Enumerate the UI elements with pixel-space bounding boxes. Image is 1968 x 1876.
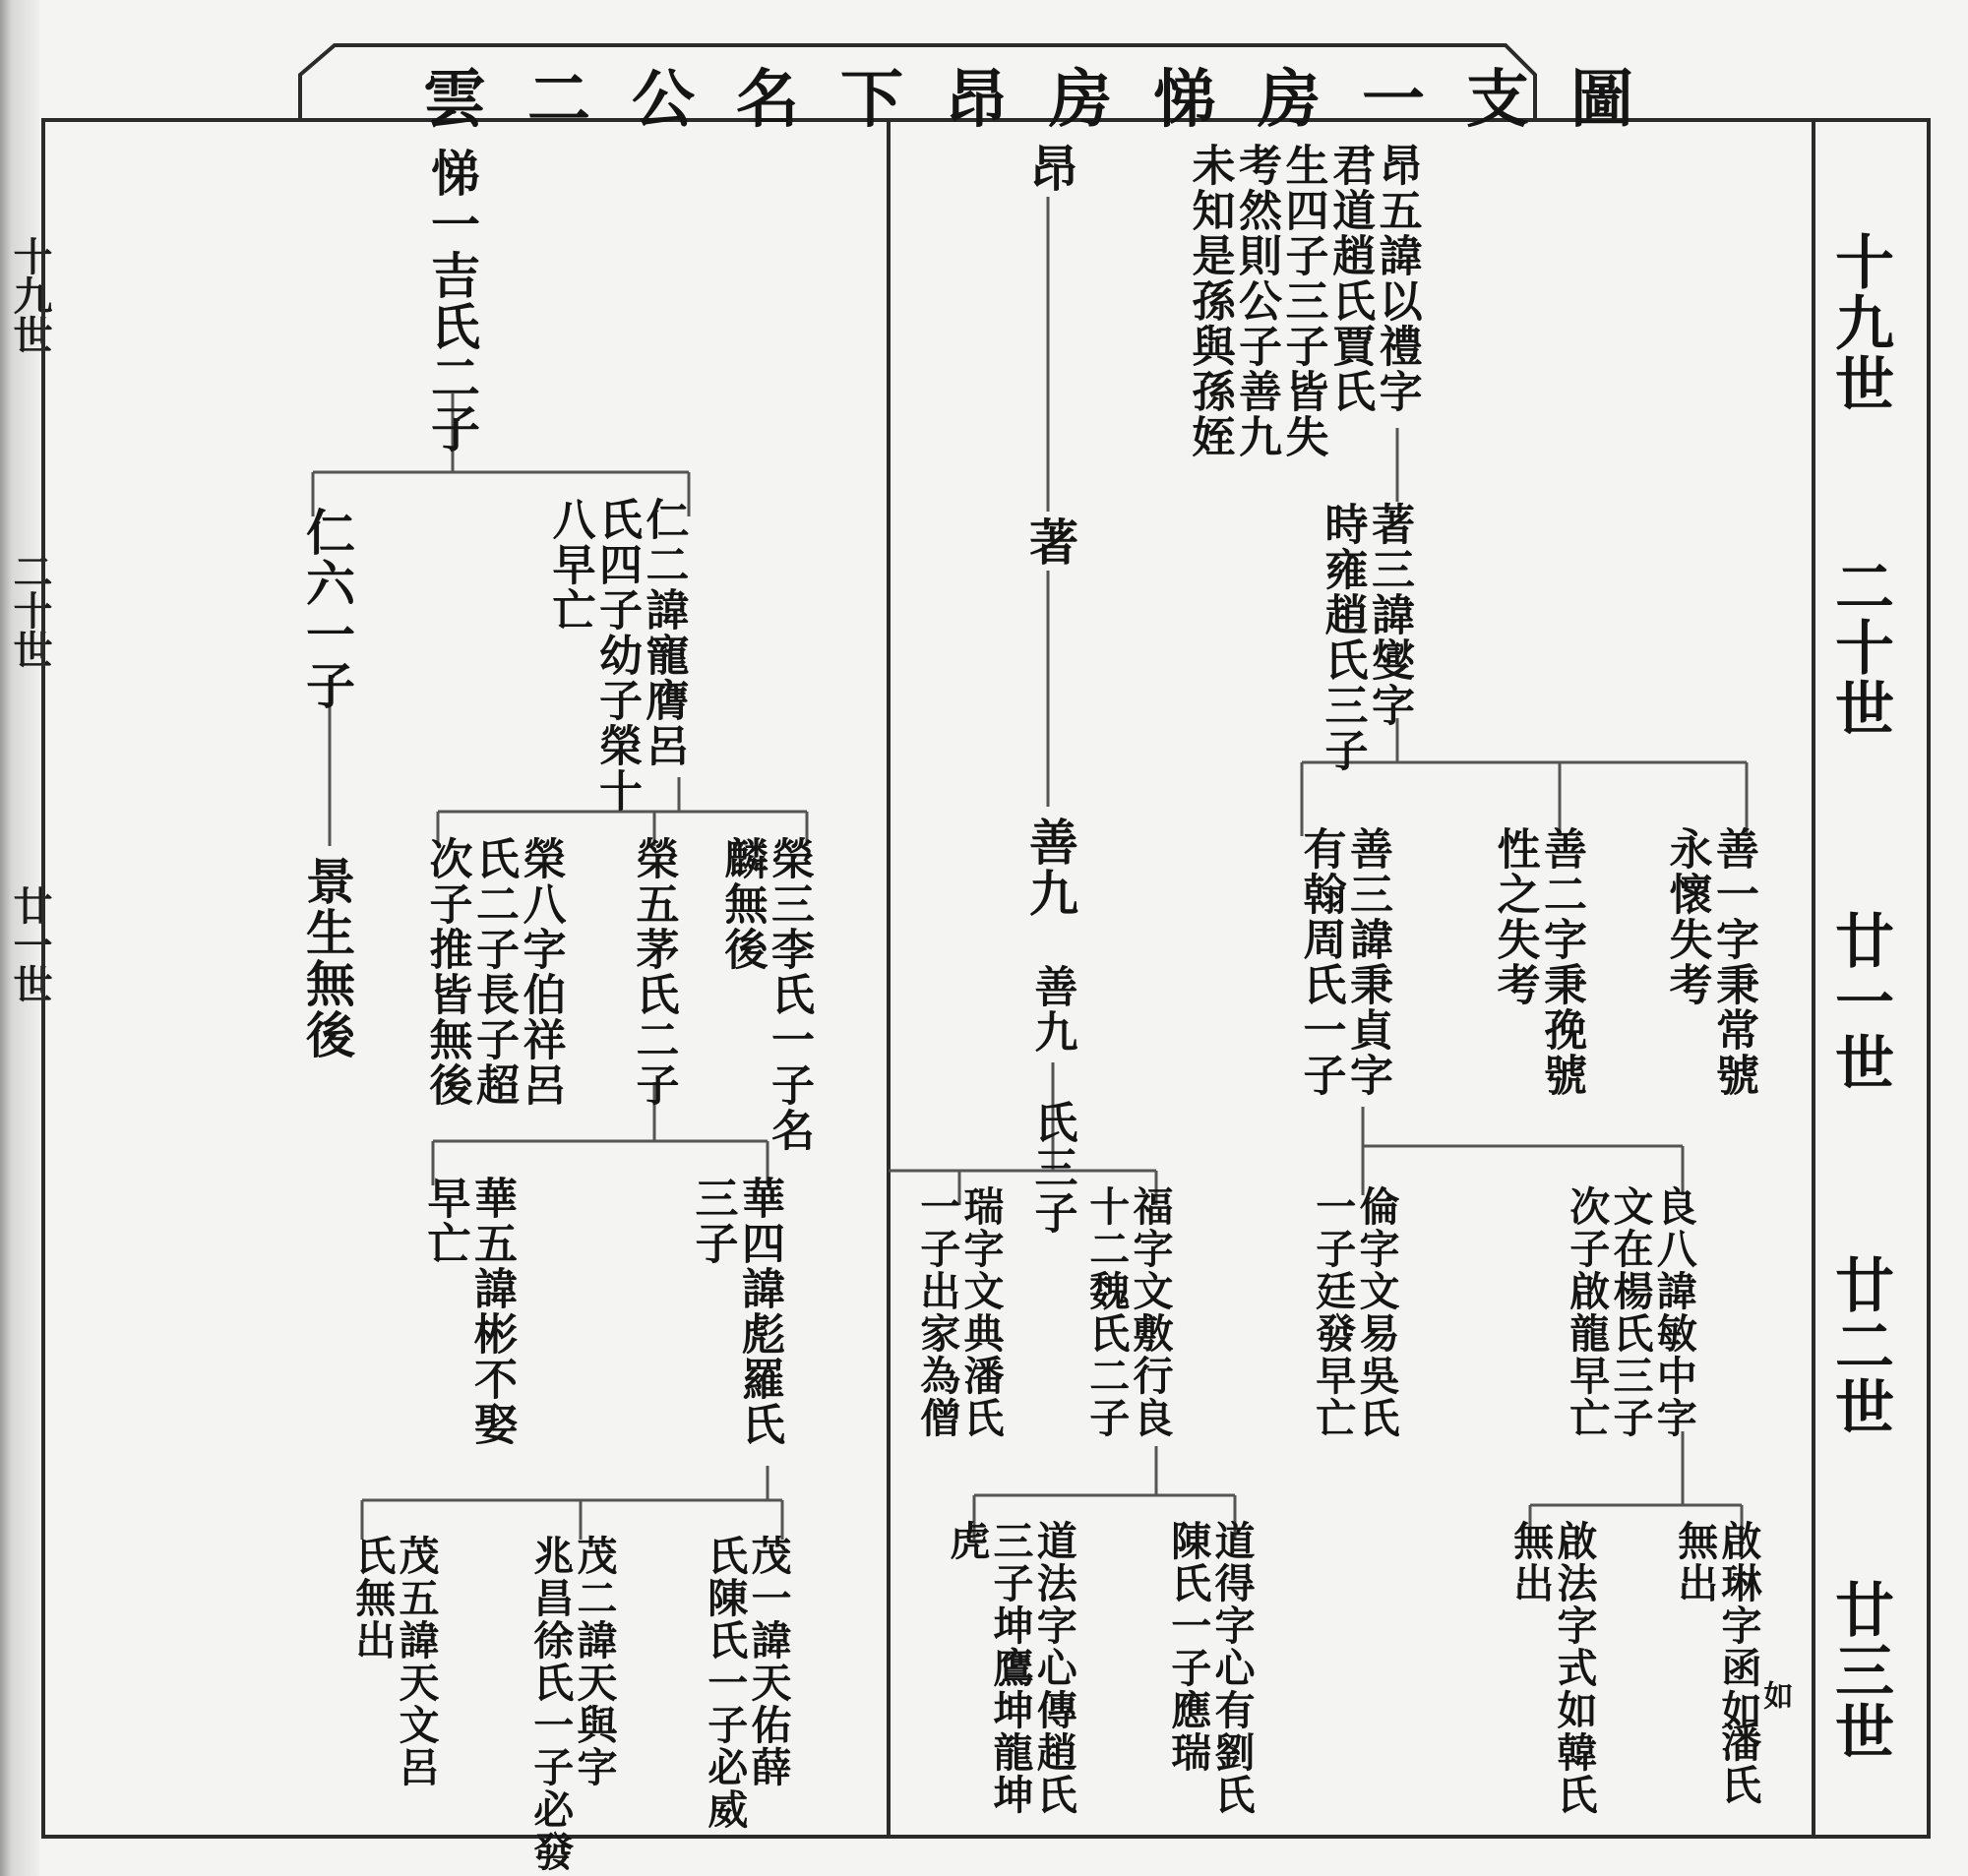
generation-23: 廿三世	[1825, 1579, 1894, 1762]
entry-shan-er: 善二字秉㝃號 性之失考	[1489, 826, 1587, 1098]
entry-dao-de: 道得字心有劉氏 陳氏一子應瑞	[1164, 1520, 1256, 1816]
entry-fu: 福字文敷行良 十二魏氏二子	[1082, 1185, 1174, 1439]
col-label-shan9: 善九	[1021, 817, 1079, 919]
entry-ti-yi: 悌一吉氏二子	[423, 148, 481, 454]
entry-liang-ba: 良八諱敏中字 文在楊氏三子 次子啟龍早亡	[1563, 1185, 1697, 1439]
col-label-ang: 昂	[1021, 143, 1079, 194]
entry-rong-ba: 榮八字伯祥呂 氏二子長子超 次子推皆無後	[421, 836, 566, 1108]
col-label-zhu: 著	[1021, 516, 1079, 568]
entry-ang-wu: 昂五諱以禮字 君道趙氏賈氏 生四子三子皆失 考然則公子善九 未知是孫與孫姪	[1184, 143, 1422, 459]
entry-qi-lin-wife: 潘氏	[1714, 1722, 1762, 1806]
entry-mao-er: 茂二諱天與字 兆昌徐氏一子必發	[526, 1535, 618, 1873]
entry-rong-san: 榮三李氏一子名 麟無後	[716, 836, 815, 1153]
page-title: 雲二公名下昂房悌房一支圖	[423, 63, 1675, 137]
generation-22: 廿二世	[1825, 1254, 1894, 1437]
entry-mao-wu: 茂五諱天文呂 氏無出	[348, 1535, 440, 1788]
entry-shan-yi: 善一字秉常號 永懷失考	[1661, 826, 1759, 1098]
entry-qi-lin-note: 如	[1757, 1680, 1793, 1712]
entry-qi-lin: 啟琳字函如 無出	[1671, 1520, 1762, 1731]
entry-dao-fa: 道法字心傳趙氏 三子坤鷹坤龍坤 虎	[943, 1520, 1077, 1816]
edge-gen-20: 二十世	[7, 551, 53, 669]
generation-21: 廿一世	[1825, 910, 1894, 1093]
entry-mao-yi: 茂一諱天佑薛 氏陳氏一子必威	[701, 1535, 792, 1831]
entry-shan-san: 善三諱秉貞字 有翰周氏一子	[1295, 826, 1393, 1098]
edge-gen-19: 十九世	[7, 236, 53, 354]
entry-shan-jiu: 善九 氏三子	[1026, 964, 1077, 1236]
entry-rui: 瑞字文典潘氏 一子出家為僧	[913, 1185, 1005, 1439]
entry-hua-wu: 華五諱彬不娶 早亡	[419, 1176, 518, 1447]
edge-gen-21: 廿一世	[7, 885, 53, 1003]
generation-19: 十九世	[1825, 231, 1894, 414]
entry-jing-sheng: 景生無後	[298, 856, 356, 1060]
generation-20: 二十世	[1825, 556, 1894, 739]
entry-ren-er: 仁二諱寵膺呂 氏四子幼子榮十 八早亡	[544, 497, 689, 814]
entry-zhu-san: 著三諱燮字 時雍趙氏三子	[1317, 502, 1415, 773]
entry-lun: 倫字文易吳氏 一子廷發早亡	[1309, 1185, 1400, 1439]
entry-qi-fa: 啟法字式如韓氏 無出	[1507, 1520, 1598, 1816]
entry-ren-liu: 仁六一子	[298, 507, 356, 711]
entry-hua-si: 華四諱彪羅氏 三子	[687, 1176, 785, 1447]
entry-rong-wu: 榮五茅氏二子	[628, 836, 679, 1108]
